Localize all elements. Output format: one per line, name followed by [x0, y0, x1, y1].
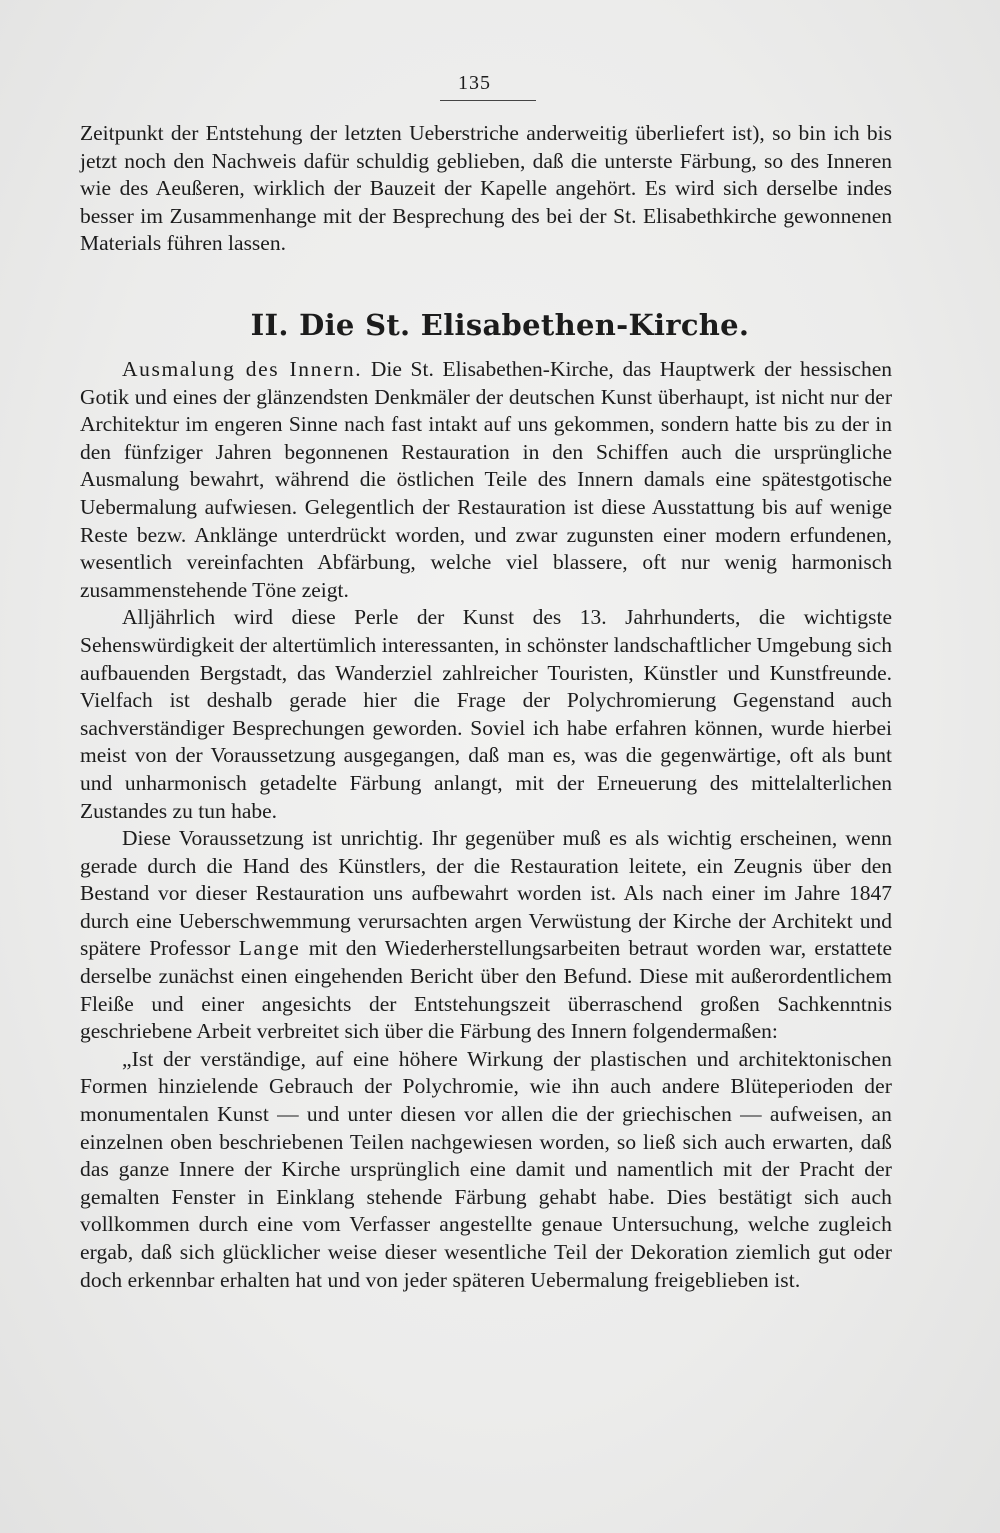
section-body: [80, 356, 892, 1294]
architect-name: Lange: [238, 936, 301, 961]
page-number-rule: [440, 100, 536, 101]
paragraph-3: [80, 825, 892, 1046]
paragraph-3-text-a: Diese Voraussetzung ist unrichtig. Ihr gegenüber muß es als wichtig erscheinen, wenn gerade durch die Hand des Künstlers, der die Restauration leitete, ein Zeugnis über den Bestand vor dieser Restauration uns aufbewahrt worden ist. Als nach einer im Jahre 1847 durch eine Ueberschwemmung verursachten argen Verwüstung der Kirche der Architekt und spätere Professor: [80, 826, 892, 961]
paragraph-1-text: Die St. Elisabethen-Kirche, das Hauptwerk der hessischen Gotik und eines der glänzendsten Denkmäler der deutschen Kunst überhaupt, ist nicht nur der Architektur im engeren Sinne nach fast intakt auf uns gekommen, sondern hatte bis zu der in den fünfziger Jahren begonnenen Restauration in den Schiffen auch die ursprüngliche Ausmalung bewahrt, während die östlichen Teile des Innern damals eine spätestgotische Uebermalung aufwiesen. Gelegentlich der Restauration ist diese Ausstattung bis auf wenige Reste bezw. Anklänge unterdrückt worden, und zwar zugunsten einer modern erfundenen, wesentlich vereinfachten Abfärbung, welche viel blassere, oft nur wenig harmonisch zusammenstehende Töne zeigt.: [80, 357, 892, 602]
chapter-heading: II. Die St. Elisabethen-Kirche.: [250, 308, 750, 342]
paragraph-2: Alljährlich wird diese Perle der Kunst des 13. Jahrhunderts, die wichtigste Sehenswürdigkeit der altertümlich interessanten, in schönster landschaftlicher Umgebung sich aufbauenden Bergstadt, das Wanderziel zahlreicher Touristen, Künstler und Kunstfreunde. Vielfach ist deshalb gerade hier die Frage der Polychromierung Gegenstand auch sachverständiger Besprechungen geworden. Soviel ich habe erfahren können, wurde hierbei meist von der Voraussetzung ausgegangen, daß man es, was die gegenwärtige, oft als bunt und unharmonisch getadelte Färbung anlangt, mit der Erneuerung des mittelalterlichen Zustandes zu tun habe.: [80, 605, 892, 823]
page-number: 135: [458, 72, 491, 94]
intro-paragraph: Zeitpunkt der Entstehung der letzten Ueberstriche anderweitig überliefert ist), so bin ich bis jetzt noch den Nachweis dafür schuldig geblieben, daß die unterste Färbung, so des Inneren wie des Aeußeren, wirklich der Bauzeit der Kapelle angehört. Es wird sich derselbe indes besser im Zusammenhange mit der Besprechung des bei der St. Elisabethkirche gewonnenen Materials führen lassen.: [80, 121, 892, 256]
intro-text: [80, 120, 892, 258]
section-subheading: Ausmalung des Innern.: [122, 357, 363, 381]
quoted-report: „Ist der verständige, auf eine höhere Wirkung der plastischen und architektonischen Formen hinzielende Gebrauch der Polychromie, wie ihn auch andere Blüteperioden der monumentalen Kunst — und unter diesen vor allen die der griechischen — aufweisen, an einzelnen oben beschriebenen Teilen nachgewiesen worden, so ließ sich auch erwarten, daß das ganze Innere der Kirche ursprünglich eine damit und namentlich mit der Pracht der gemalten Fenster in Einklang stehende Färbung gehabt habe. Dies bestätigt sich auch vollkommen durch eine vom Verfasser angestellte genaue Untersuchung, welche zugleich ergab, daß sich glücklicher weise dieser wesentliche Teil der Dekoration ziemlich gut oder doch erkennbar erhalten hat und von jeder späteren Uebermalung freigeblieben ist.: [80, 1046, 892, 1292]
paragraph-3-text-b: mit den Wiederherstellungsarbeiten betraut worden war, erstattete derselbe zunächst einen eingehenden Bericht über den Befund. Diese mit außerordentlichem Fleiße und einer angesichts der Entstehungszeit überraschend großen Sachkenntnis geschriebene Arbeit verbreitet sich über die Färbung des Innern folgendermaßen:: [80, 936, 892, 1044]
paragraph-1: [80, 356, 892, 604]
